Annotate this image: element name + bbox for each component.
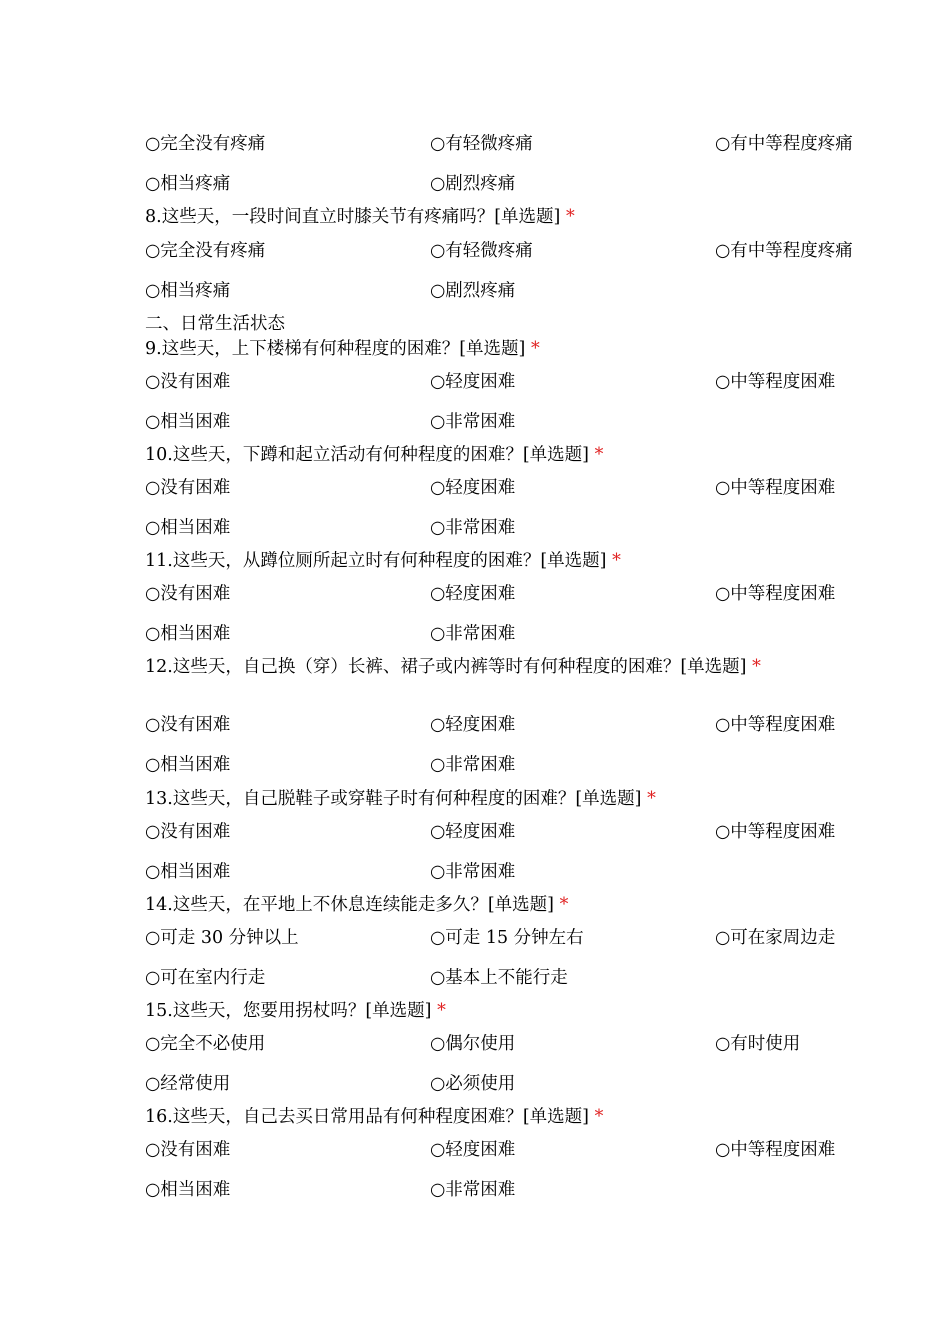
option-label: 相当困难 bbox=[160, 862, 231, 882]
radio-icon[interactable]: ○ bbox=[715, 1034, 731, 1054]
option-label: 经常使用 bbox=[160, 1074, 231, 1094]
option-label: 轻度困难 bbox=[445, 822, 516, 842]
radio-icon[interactable]: ○ bbox=[430, 1074, 446, 1094]
option-label: 轻度困难 bbox=[445, 478, 516, 498]
option-label: 相当困难 bbox=[160, 518, 231, 538]
option-label: 中等程度困难 bbox=[730, 1140, 836, 1160]
radio-option[interactable] bbox=[430, 754, 515, 776]
radio-icon[interactable]: ○ bbox=[145, 862, 161, 882]
radio-option[interactable] bbox=[430, 1033, 515, 1055]
question-text: 11.这些天，从蹲位厕所起立时有何种程度的困难？[单选题] * bbox=[145, 551, 621, 571]
radio-icon[interactable]: ○ bbox=[145, 624, 161, 644]
required-mark: * bbox=[530, 339, 540, 359]
radio-icon[interactable]: ○ bbox=[430, 174, 446, 194]
radio-option[interactable] bbox=[145, 754, 230, 776]
radio-option[interactable] bbox=[715, 714, 835, 736]
radio-option[interactable] bbox=[430, 371, 515, 393]
radio-option[interactable] bbox=[145, 1073, 230, 1095]
radio-icon[interactable]: ○ bbox=[430, 1140, 446, 1160]
radio-icon[interactable]: ○ bbox=[145, 478, 161, 498]
option-label: 有时使用 bbox=[730, 1034, 801, 1054]
radio-option[interactable] bbox=[145, 517, 230, 539]
radio-icon[interactable]: ○ bbox=[145, 1140, 161, 1160]
option-label: 相当疼痛 bbox=[160, 174, 231, 194]
required-mark: * bbox=[612, 551, 621, 571]
question-text: 13.这些天，自己脱鞋子或穿鞋子时有何种程度的困难？[单选题] * bbox=[145, 789, 656, 809]
option-label: 有轻微疼痛 bbox=[445, 134, 533, 154]
option-label: 没有困难 bbox=[160, 372, 231, 392]
radio-icon[interactable]: ○ bbox=[145, 1074, 161, 1094]
radio-option[interactable] bbox=[430, 1139, 515, 1161]
question-text: 9.这些天，上下楼梯有何种程度的困难？[单选题] * bbox=[145, 339, 540, 359]
radio-option[interactable] bbox=[145, 623, 230, 645]
radio-icon[interactable]: ○ bbox=[715, 715, 731, 735]
option-label: 中等程度困难 bbox=[730, 372, 836, 392]
radio-icon[interactable]: ○ bbox=[145, 928, 161, 948]
radio-icon[interactable]: ○ bbox=[430, 928, 446, 948]
required-mark: * bbox=[752, 657, 761, 677]
radio-icon[interactable]: ○ bbox=[145, 518, 161, 538]
radio-option[interactable] bbox=[145, 133, 265, 155]
radio-icon[interactable]: ○ bbox=[430, 241, 446, 261]
option-label: 非常困难 bbox=[445, 624, 516, 644]
option-label: 有轻微疼痛 bbox=[445, 241, 533, 261]
required-mark: * bbox=[437, 1001, 446, 1021]
radio-icon[interactable]: ○ bbox=[145, 281, 161, 301]
radio-option[interactable] bbox=[715, 583, 835, 605]
option-label: 完全没有疼痛 bbox=[160, 134, 266, 154]
radio-option[interactable] bbox=[715, 240, 853, 262]
option-label: 剧烈疼痛 bbox=[445, 174, 516, 194]
option-label: 轻度困难 bbox=[445, 1140, 516, 1160]
option-label: 完全没有疼痛 bbox=[160, 241, 266, 261]
radio-option[interactable] bbox=[430, 861, 515, 883]
radio-icon[interactable]: ○ bbox=[715, 241, 731, 261]
option-label: 可走 15 分钟左右 bbox=[445, 928, 584, 948]
radio-icon[interactable]: ○ bbox=[145, 822, 161, 842]
radio-icon[interactable]: ○ bbox=[430, 715, 446, 735]
option-label: 有中等程度疼痛 bbox=[730, 241, 853, 261]
option-label: 有中等程度疼痛 bbox=[730, 134, 853, 154]
section-title: 二、日常生活状态 bbox=[145, 314, 285, 334]
radio-icon[interactable]: ○ bbox=[430, 478, 446, 498]
radio-option[interactable] bbox=[715, 371, 835, 393]
radio-option[interactable] bbox=[145, 1033, 265, 1055]
radio-option[interactable] bbox=[715, 1139, 835, 1161]
option-label: 非常困难 bbox=[445, 1180, 516, 1200]
option-label: 轻度困难 bbox=[445, 372, 516, 392]
option-label: 相当疼痛 bbox=[160, 281, 231, 301]
radio-option[interactable] bbox=[145, 1179, 230, 1201]
option-label: 中等程度困难 bbox=[730, 584, 836, 604]
option-label: 没有困难 bbox=[160, 1140, 231, 1160]
radio-option[interactable] bbox=[715, 477, 835, 499]
option-label: 完全不必使用 bbox=[160, 1034, 266, 1054]
radio-option[interactable] bbox=[430, 714, 515, 736]
radio-icon[interactable]: ○ bbox=[145, 372, 161, 392]
radio-option[interactable] bbox=[430, 927, 584, 949]
radio-icon[interactable]: ○ bbox=[430, 518, 446, 538]
option-label: 中等程度困难 bbox=[730, 715, 836, 735]
option-label: 轻度困难 bbox=[445, 584, 516, 604]
option-label: 轻度困难 bbox=[445, 715, 516, 735]
radio-option[interactable] bbox=[430, 173, 515, 195]
radio-option[interactable] bbox=[430, 280, 515, 302]
radio-icon[interactable]: ○ bbox=[145, 584, 161, 604]
radio-icon[interactable]: ○ bbox=[430, 755, 446, 775]
radio-icon[interactable]: ○ bbox=[715, 478, 731, 498]
option-label: 非常困难 bbox=[445, 755, 516, 775]
option-label: 剧烈疼痛 bbox=[445, 281, 516, 301]
option-label: 没有困难 bbox=[160, 584, 231, 604]
radio-option[interactable] bbox=[715, 821, 835, 843]
radio-icon[interactable]: ○ bbox=[715, 372, 731, 392]
radio-option[interactable] bbox=[430, 517, 515, 539]
radio-option[interactable] bbox=[715, 133, 853, 155]
question-text: 8.这些天，一段时间直立时膝关节有疼痛吗？[单选题] * bbox=[145, 207, 575, 227]
required-mark: * bbox=[647, 789, 656, 809]
option-label: 中等程度困难 bbox=[730, 822, 836, 842]
radio-option[interactable] bbox=[145, 967, 265, 989]
option-label: 基本上不能行走 bbox=[445, 968, 568, 988]
option-label: 非常困难 bbox=[445, 862, 516, 882]
radio-icon[interactable]: ○ bbox=[430, 584, 446, 604]
radio-option[interactable] bbox=[145, 411, 230, 433]
radio-option[interactable] bbox=[430, 1179, 515, 1201]
radio-option[interactable] bbox=[430, 967, 568, 989]
option-label: 没有困难 bbox=[160, 478, 231, 498]
radio-option[interactable] bbox=[430, 240, 533, 262]
required-mark: * bbox=[565, 207, 575, 227]
radio-icon[interactable]: ○ bbox=[430, 624, 446, 644]
radio-option[interactable] bbox=[430, 583, 515, 605]
radio-icon[interactable]: ○ bbox=[430, 1034, 446, 1054]
radio-option[interactable] bbox=[145, 821, 230, 843]
radio-option[interactable] bbox=[145, 240, 265, 262]
question-text: 16.这些天，自己去买日常用品有何种程度困难？[单选题] * bbox=[145, 1107, 604, 1127]
radio-icon[interactable]: ○ bbox=[145, 1034, 161, 1054]
option-label: 相当困难 bbox=[160, 755, 231, 775]
radio-option[interactable] bbox=[430, 1073, 515, 1095]
radio-option[interactable] bbox=[145, 714, 230, 736]
radio-icon[interactable]: ○ bbox=[145, 755, 161, 775]
required-mark: * bbox=[594, 1107, 604, 1127]
radio-icon[interactable]: ○ bbox=[145, 715, 161, 735]
radio-option[interactable] bbox=[145, 1139, 230, 1161]
radio-icon[interactable]: ○ bbox=[715, 928, 731, 948]
radio-option[interactable] bbox=[145, 583, 230, 605]
radio-icon[interactable]: ○ bbox=[430, 862, 446, 882]
option-label: 中等程度困难 bbox=[730, 478, 836, 498]
radio-icon[interactable]: ○ bbox=[145, 134, 161, 154]
option-label: 可在室内行走 bbox=[160, 968, 266, 988]
radio-icon[interactable]: ○ bbox=[715, 584, 731, 604]
radio-option[interactable] bbox=[715, 927, 835, 949]
radio-option[interactable] bbox=[430, 623, 515, 645]
radio-icon[interactable]: ○ bbox=[715, 822, 731, 842]
radio-option[interactable] bbox=[145, 927, 299, 949]
question-text: 10.这些天，下蹲和起立活动有何种程度的困难？[单选题] * bbox=[145, 445, 604, 465]
radio-option[interactable] bbox=[430, 821, 515, 843]
required-mark: * bbox=[594, 445, 604, 465]
option-label: 相当困难 bbox=[160, 624, 231, 644]
radio-icon[interactable]: ○ bbox=[430, 968, 446, 988]
radio-option[interactable] bbox=[430, 411, 515, 433]
radio-option[interactable] bbox=[430, 133, 533, 155]
radio-icon[interactable]: ○ bbox=[430, 134, 446, 154]
radio-icon[interactable]: ○ bbox=[145, 241, 161, 261]
radio-option[interactable] bbox=[145, 173, 230, 195]
radio-icon[interactable]: ○ bbox=[715, 134, 731, 154]
radio-icon[interactable]: ○ bbox=[145, 174, 161, 194]
option-label: 可在家周边走 bbox=[730, 928, 836, 948]
radio-option[interactable] bbox=[145, 861, 230, 883]
option-label: 偶尔使用 bbox=[445, 1034, 516, 1054]
radio-icon[interactable]: ○ bbox=[430, 822, 446, 842]
radio-icon[interactable]: ○ bbox=[430, 1180, 446, 1200]
radio-option[interactable] bbox=[145, 371, 230, 393]
option-label: 没有困难 bbox=[160, 822, 231, 842]
radio-icon[interactable]: ○ bbox=[145, 1180, 161, 1200]
option-label: 非常困难 bbox=[445, 518, 516, 538]
question-text: 14.这些天，在平地上不休息连续能走多久？[单选题] * bbox=[145, 895, 569, 915]
radio-icon[interactable]: ○ bbox=[430, 372, 446, 392]
radio-option[interactable] bbox=[145, 280, 230, 302]
radio-icon[interactable]: ○ bbox=[715, 1140, 731, 1160]
option-label: 必须使用 bbox=[445, 1074, 516, 1094]
radio-icon[interactable]: ○ bbox=[145, 968, 161, 988]
radio-icon[interactable]: ○ bbox=[430, 281, 446, 301]
option-label: 可走 30 分钟以上 bbox=[160, 928, 299, 948]
required-mark: * bbox=[559, 895, 569, 915]
option-label: 相当困难 bbox=[160, 1180, 231, 1200]
radio-icon[interactable]: ○ bbox=[430, 412, 446, 432]
radio-option[interactable] bbox=[430, 477, 515, 499]
option-label: 相当困难 bbox=[160, 412, 231, 432]
radio-icon[interactable]: ○ bbox=[145, 412, 161, 432]
radio-option[interactable] bbox=[715, 1033, 800, 1055]
radio-option[interactable] bbox=[145, 477, 230, 499]
option-label: 没有困难 bbox=[160, 715, 231, 735]
option-label: 非常困难 bbox=[445, 412, 516, 432]
question-text: 15.这些天，您要用拐杖吗？[单选题] * bbox=[145, 1001, 446, 1021]
question-text: 12.这些天，自己换（穿）长裤、裙子或内裤等时有何种程度的困难？[单选题] * bbox=[145, 657, 761, 677]
